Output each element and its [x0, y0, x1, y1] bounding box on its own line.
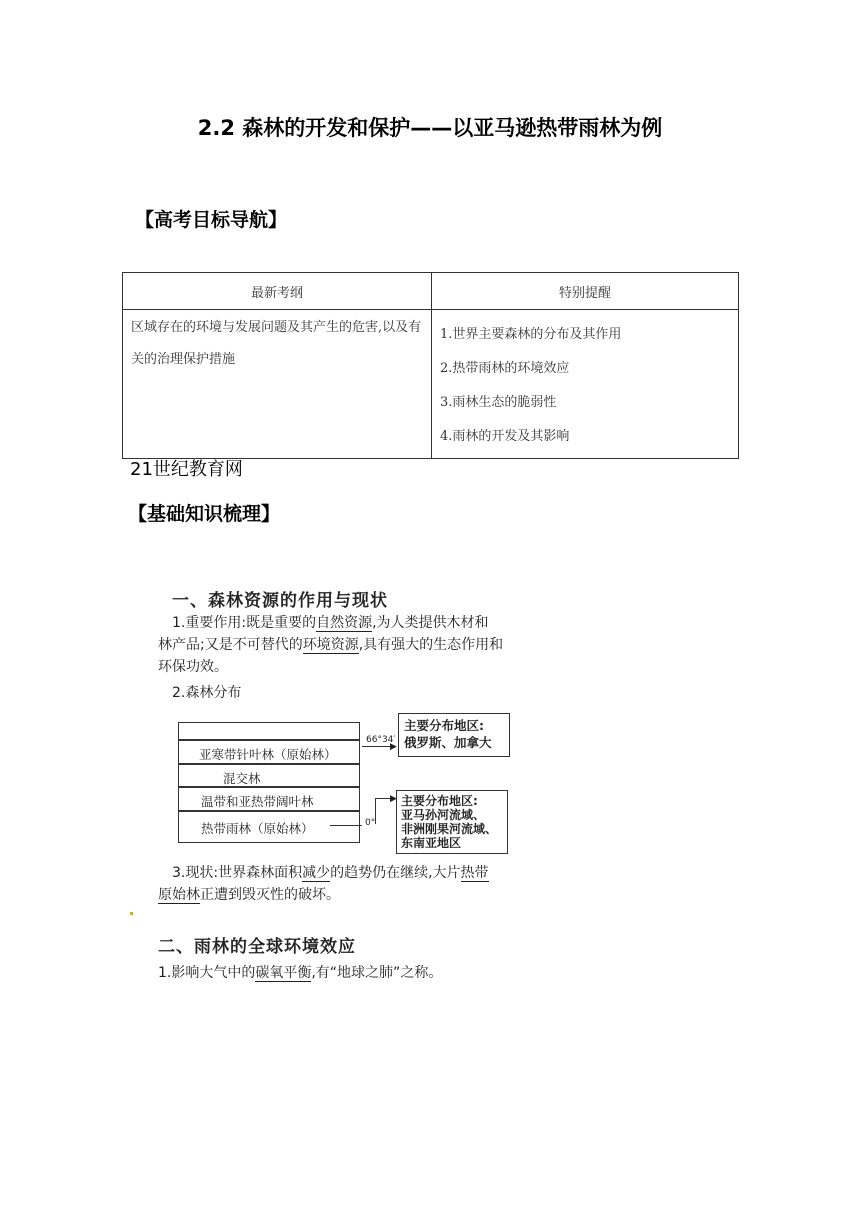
arrow-line-2	[375, 798, 376, 824]
reminder-item: 2.热带雨林的环境效应	[440, 361, 570, 376]
box-label: 主要分布地区:	[401, 794, 478, 808]
reminder-cell	[432, 310, 739, 459]
scan-keyword: 热带	[460, 865, 489, 881]
scan-heading-1: 一、森林资源的作用与现状	[172, 591, 388, 611]
section-heading-goals: 【高考目标导航】	[135, 209, 288, 231]
reminder-item: 1.世界主要森林的分布及其作用	[440, 327, 622, 342]
reminder-item: 4.雨林的开发及其影响	[440, 429, 570, 444]
scan-keyword: 碳氧平衡	[255, 965, 312, 981]
scan-text: 的趋势仍在继续,大片	[330, 865, 461, 881]
scan-text: 林产品;又是不可替代的	[158, 637, 303, 653]
arrow-head-icon: ▶	[390, 742, 397, 752]
scan-heading-2: 二、雨林的全球环境效应	[158, 937, 356, 957]
distribution-box-north	[398, 713, 510, 757]
scan-keyword: 减少	[302, 865, 331, 881]
latitude-label-arctic: 66°34′	[366, 735, 396, 745]
scan-keyword: 原始林	[158, 887, 200, 903]
section-heading-basics: 【基础知识梳理】	[128, 503, 281, 525]
syllabus-cell: 区域存在的环境与发展问题及其产生的危害,以及有关的治理保护措施	[123, 310, 432, 459]
scan-paragraph-2: 2.森林分布	[172, 685, 242, 701]
scanned-textbook-excerpt	[130, 572, 570, 992]
goal-table	[122, 272, 739, 459]
box-label: 非洲刚果河流域、	[401, 822, 498, 836]
scan-text: 1.重要作用:既是重要的	[172, 615, 317, 631]
reminder-item: 3.雨林生态的脆弱性	[440, 395, 557, 410]
diagram-row-taiga: 亚寒带针叶林（原始林）	[178, 740, 360, 764]
equator-line	[330, 825, 362, 826]
scan-text: ,有“地球之肺”之称。	[311, 965, 443, 981]
page-title: 2.2 森林的开发和保护——以亚马逊热带雨林为例	[197, 116, 663, 140]
scan-keyword: 环境资源	[302, 637, 359, 653]
scan-paragraph-3	[158, 862, 489, 906]
diagram-row-broadleaf: 温带和亚热带阔叶林	[178, 787, 360, 811]
scan-keyword: 自然资源	[316, 615, 373, 631]
diagram-row-mixed: 混交林	[178, 764, 360, 787]
scan-text: ,为人类提供木材和	[372, 615, 489, 631]
arrow-head-icon: ▶	[390, 794, 397, 804]
watermark-text: 21世纪教育网	[130, 459, 243, 480]
scan-paragraph-4	[158, 962, 442, 984]
scan-artifact-dot	[130, 912, 133, 915]
distribution-box-tropics	[396, 790, 508, 854]
scan-text: 3.现状:世界森林面积	[172, 865, 303, 881]
table-header-reminder: 特别提醒	[432, 273, 739, 310]
diagram-row-rainforest: 热带雨林（原始林）	[178, 811, 360, 843]
box-label: 东南亚地区	[401, 836, 462, 850]
scan-paragraph-1	[158, 612, 504, 678]
latitude-label-equator: 0°	[365, 818, 376, 828]
scan-text: 环保功效。	[158, 659, 228, 675]
scan-text: ,具有强大的生态作用和	[358, 637, 504, 653]
table-header-syllabus: 最新考纲	[123, 273, 432, 310]
box-label: 俄罗斯、加拿大	[404, 735, 492, 750]
box-label: 主要分布地区:	[404, 718, 484, 733]
diagram-row-top	[178, 722, 360, 740]
box-label: 亚马孙河流域、	[401, 808, 486, 822]
scan-text: 正遭到毁灭性的破坏。	[200, 887, 340, 903]
scan-text: 1.影响大气中的	[158, 965, 256, 981]
